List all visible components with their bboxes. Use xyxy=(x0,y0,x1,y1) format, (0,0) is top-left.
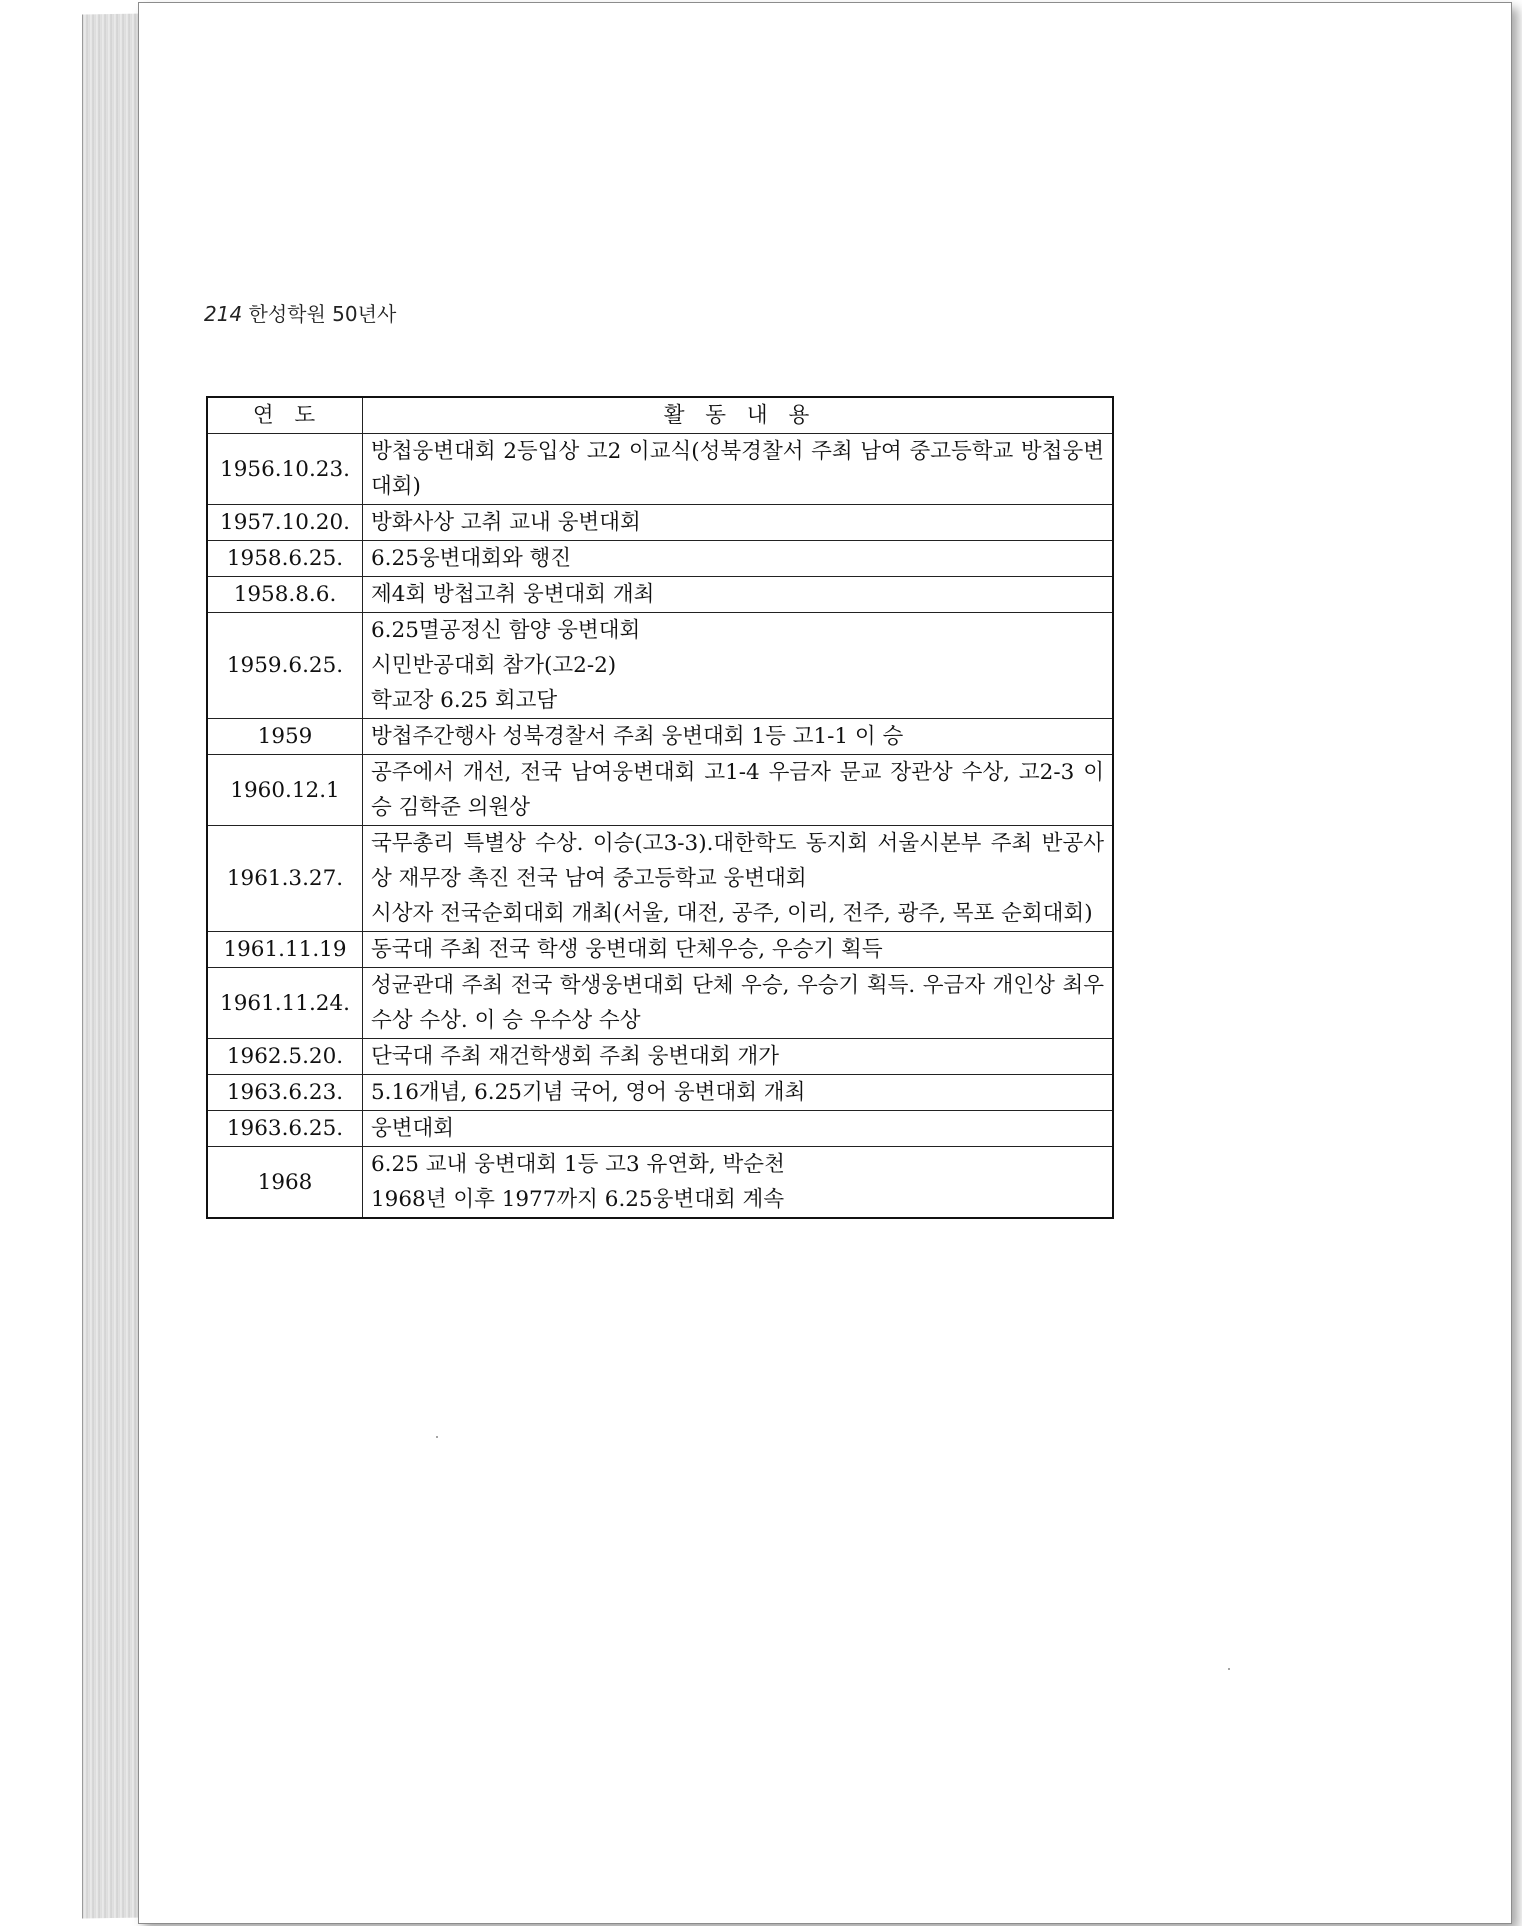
table-row xyxy=(207,541,1113,577)
row-date: 1968 xyxy=(207,1147,363,1219)
row-date: 1959 xyxy=(207,719,363,755)
content-line: 6.25웅변대회와 행진 xyxy=(371,546,572,571)
content-line: 시상자 전국순회대회 개최(서울, 대전, 공주, 이리, 전주, 광주, 목포 순회대회) xyxy=(371,901,1093,926)
table-row xyxy=(207,968,1113,1039)
content-line: 학교장 6.25 회고담 xyxy=(371,688,558,713)
scan-speck xyxy=(1228,1668,1230,1670)
table-row xyxy=(207,505,1113,541)
column-header-year: 연 도 xyxy=(207,397,363,434)
table-row xyxy=(207,755,1113,826)
row-date: 1956.10.23. xyxy=(207,434,363,505)
content-line: 제4회 방첩고취 웅변대회 개최 xyxy=(371,582,655,607)
content-line: 성균관대 주최 전국 학생웅변대회 단체 우승, 우승기 획득. 우금자 개인상 최우수상 수상. 이 승 우수상 수상 xyxy=(371,973,1104,1033)
table-row xyxy=(207,719,1113,755)
scan-speck xyxy=(436,1436,438,1438)
row-content xyxy=(363,968,1114,1039)
content-line: 방첩주간행사 성북경찰서 주최 웅변대회 1등 고1-1 이 승 xyxy=(371,724,904,749)
row-content xyxy=(363,755,1114,826)
row-date: 1958.6.25. xyxy=(207,541,363,577)
content-line: 단국대 주최 재건학생회 주최 웅변대회 개가 xyxy=(371,1044,780,1069)
content-line: 방화사상 고취 교내 웅변대회 xyxy=(371,510,641,535)
row-date: 1961.11.24. xyxy=(207,968,363,1039)
row-content xyxy=(363,1075,1114,1111)
table-row xyxy=(207,1111,1113,1147)
row-content xyxy=(363,1111,1114,1147)
row-content xyxy=(363,1147,1114,1219)
row-date: 1958.8.6. xyxy=(207,577,363,613)
row-date: 1963.6.25. xyxy=(207,1111,363,1147)
table-row xyxy=(207,932,1113,968)
content-line: 1968년 이후 1977까지 6.25웅변대회 계속 xyxy=(371,1187,785,1212)
table-body xyxy=(207,434,1113,1219)
table-row xyxy=(207,826,1113,932)
content-line: 5.16개념, 6.25기념 국어, 영어 웅변대회 개최 xyxy=(371,1080,806,1105)
row-content xyxy=(363,1039,1114,1075)
table-header-row xyxy=(207,397,1113,434)
table-row xyxy=(207,613,1113,719)
page-number: 214 xyxy=(204,302,243,326)
row-content xyxy=(363,434,1114,505)
content-line: 6.25멸공정신 함양 웅변대회 xyxy=(371,618,641,643)
content-line: 6.25 교내 웅변대회 1등 고3 유연화, 박순천 xyxy=(371,1152,785,1177)
row-date: 1960.12.1 xyxy=(207,755,363,826)
row-date: 1957.10.20. xyxy=(207,505,363,541)
row-content xyxy=(363,541,1114,577)
content-line: 동국대 주최 전국 학생 웅변대회 단체우승, 우승기 획득 xyxy=(371,937,883,962)
row-date: 1959.6.25. xyxy=(207,613,363,719)
row-content xyxy=(363,577,1114,613)
page-header xyxy=(204,298,396,327)
row-content xyxy=(363,719,1114,755)
table-row xyxy=(207,434,1113,505)
table-row xyxy=(207,1147,1113,1219)
row-date: 1961.11.19 xyxy=(207,932,363,968)
row-content xyxy=(363,932,1114,968)
activity-table xyxy=(206,396,1114,1219)
book-title: 한성학원 50년사 xyxy=(248,302,397,326)
table-row xyxy=(207,1075,1113,1111)
row-date: 1961.3.27. xyxy=(207,826,363,932)
content-line: 방첩웅변대회 2등입상 고2 이교식(성북경찰서 주최 남여 중고등학교 방첩웅변대회) xyxy=(371,439,1104,499)
content-line: 시민반공대회 참가(고2-2) xyxy=(371,653,617,678)
content-line: 공주에서 개선, 전국 남여웅변대회 고1-4 우금자 문교 장관상 수상, 고2-3 이 승 김학준 의원상 xyxy=(371,760,1104,820)
content-line: 국무총리 특별상 수상. 이승(고3-3).대한학도 동지회 서울시본부 주최 반공사상 재무장 촉진 전국 남여 중고등학교 웅변대회 xyxy=(371,831,1104,891)
row-content xyxy=(363,505,1114,541)
column-header-content: 활 동 내 용 xyxy=(363,397,1114,434)
content-line: 웅변대회 xyxy=(371,1116,455,1141)
row-content xyxy=(363,826,1114,932)
row-date: 1962.5.20. xyxy=(207,1039,363,1075)
row-content xyxy=(363,613,1114,719)
table-row xyxy=(207,1039,1113,1075)
row-date: 1963.6.23. xyxy=(207,1075,363,1111)
book-edge xyxy=(82,13,145,1918)
table-row xyxy=(207,577,1113,613)
